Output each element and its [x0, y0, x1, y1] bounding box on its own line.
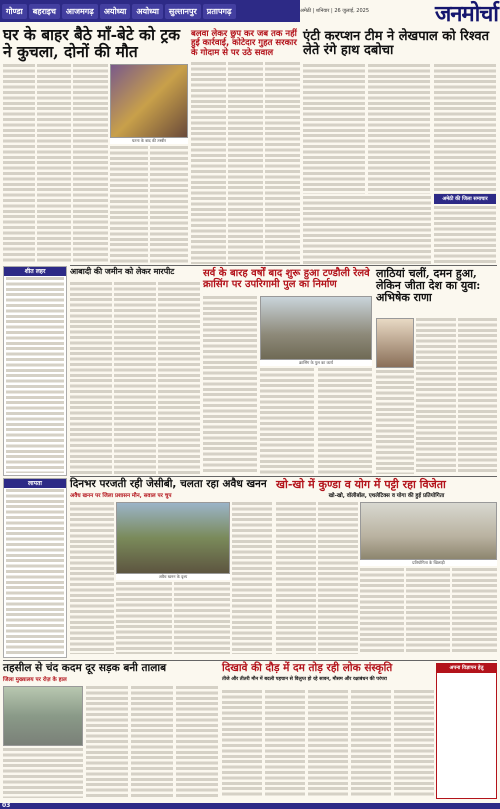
row2-headline-2: सर्व के बारह वर्षों बाद शुरू हुआ टण्डौली रेलवे क्रासिंग पर उपरिगामी पुल का निर्माण — [203, 268, 370, 290]
masthead — [300, 0, 498, 27]
sports-photo — [360, 502, 497, 560]
nav-item[interactable]: गोण्डा — [2, 4, 27, 19]
mining-photo-caption: अवैध खनन के दृश्य — [116, 574, 230, 580]
article-text — [114, 282, 156, 474]
lead-photo-caption: घटना के बाद की तस्वीर — [110, 138, 188, 144]
article-text — [3, 64, 35, 264]
article-text — [318, 502, 358, 654]
article-text — [191, 62, 226, 264]
article-text — [3, 748, 83, 798]
row4-subhead-1: जिला मुख्यालय पर रोज़ के हाल — [3, 677, 67, 683]
article-text — [458, 318, 497, 474]
article-text — [6, 489, 64, 655]
row4-headline-1: तहसील से चंद कदम दूर सड़क बनी तालाब — [3, 662, 167, 674]
article-text — [73, 64, 108, 264]
article-text — [351, 690, 391, 798]
notice-box-header: अमेठी की जिला समाचार — [434, 194, 496, 204]
article-text — [131, 686, 173, 798]
newspaper-logo: जनमोर्चा — [434, 1, 498, 27]
nav-item[interactable]: आजमगढ़ — [62, 4, 98, 19]
article-text — [434, 206, 496, 264]
bridge-photo-caption: क्रासिंग के पुल का कार्य — [260, 360, 372, 366]
article-text — [276, 502, 316, 654]
article-text — [260, 368, 314, 474]
article-text — [37, 64, 71, 264]
article-text — [70, 282, 112, 474]
lead-headline: घर के बाहर बैठे माँ-बेटे को ट्रक ने कुचला, दोनों की मौत — [3, 25, 181, 62]
footer-bar — [0, 803, 500, 809]
divider — [3, 660, 497, 661]
article-text — [70, 502, 114, 654]
article-text — [228, 62, 263, 264]
article-text — [158, 282, 200, 474]
story3-headline: एंटी करप्शन टीम ने लेखपाल को रिश्वत लेते रंगे हाथ दबोचा — [303, 29, 490, 59]
nav-item[interactable]: बहराइच — [29, 4, 60, 19]
row3-headline-1: दिनभर परजती रही जेसीबी, चलता रहा अवैध खनन — [70, 478, 267, 490]
row3-subhead-1: अवैध खनन पर जिला प्रशासन मौन, सवाल पर चुप — [70, 493, 172, 499]
article-text — [452, 568, 497, 654]
row4-subhead-2: तीजे और तीतरी मौन में बदली पहचान से विलुप्त हो रहे सावन, मौसम और रक्षाबंधन की परंपरा — [222, 677, 387, 682]
sports-photo-caption: प्रतियोगिता के खिलाड़ी — [360, 560, 497, 566]
story2-headline: बलवा लेकर छुप कर जब तक नहीं हुई कार्रवाई, कोटेदार गुहत सरकार के गोदाम से पर उठे सवाल — [191, 29, 297, 58]
article-text — [86, 686, 128, 798]
side-box-header: लापता — [4, 479, 66, 488]
section-nav — [0, 0, 300, 22]
waterlogged-road-photo — [3, 686, 83, 746]
nav-item[interactable]: अयोध्या — [132, 4, 163, 19]
bridge-photo — [260, 296, 372, 360]
article-text — [406, 568, 450, 654]
row3-subhead-2: खो-खो, वॉलीबॉल, एथलेटिक्स व योगा की हुई प्रतियोगिता — [328, 493, 445, 499]
divider — [70, 265, 497, 266]
article-text — [318, 368, 372, 474]
dateline: अमेठी | शनिवार | 26 जुलाई, 2025 — [300, 8, 370, 14]
article-text — [416, 318, 456, 474]
mining-photo — [116, 502, 230, 574]
page-number: 03 — [2, 802, 11, 809]
article-text — [116, 582, 172, 654]
article-text — [6, 277, 64, 473]
nav-item[interactable]: सुल्तानपुर — [165, 4, 201, 19]
article-text — [308, 690, 348, 798]
article-text — [232, 502, 272, 654]
article-text — [434, 64, 496, 194]
lead-photo — [110, 64, 188, 138]
article-text — [303, 64, 365, 194]
speaker-photo — [376, 318, 414, 368]
article-text — [150, 146, 188, 264]
article-text — [203, 296, 257, 474]
article-text — [303, 196, 431, 264]
article-text — [368, 64, 430, 194]
article-text — [376, 370, 414, 474]
row4-headline-2: दिखावे की दौड़ में दम तोड़ रही लोक संस्कृति — [222, 662, 393, 674]
article-text — [176, 686, 218, 798]
nav-item[interactable]: अयोध्या — [100, 4, 131, 19]
article-text — [174, 582, 230, 654]
article-text — [265, 62, 300, 264]
article-text — [394, 690, 434, 798]
nav-item[interactable]: प्रतापगढ़ — [203, 4, 236, 19]
article-text — [110, 146, 148, 264]
row2-headline-3: लाठियां चलीं, दमन हुआ, लेकिन जीता देश का युवा: अभिषेक राणा — [376, 267, 481, 305]
row2-headline-1: आबादी की जमीन को लेकर मारपीट — [70, 267, 175, 276]
divider — [70, 476, 497, 477]
ad-box-header: अपना विज्ञापन हेतु — [437, 664, 496, 673]
side-box-header: शीत लहर — [4, 267, 66, 276]
article-text — [222, 690, 262, 798]
row3-headline-2: खो-खो में कुण्डा व योग में पट्टी रहा विजेता — [276, 478, 446, 491]
article-text — [360, 568, 404, 654]
article-text — [265, 690, 305, 798]
ad-box — [436, 663, 497, 799]
